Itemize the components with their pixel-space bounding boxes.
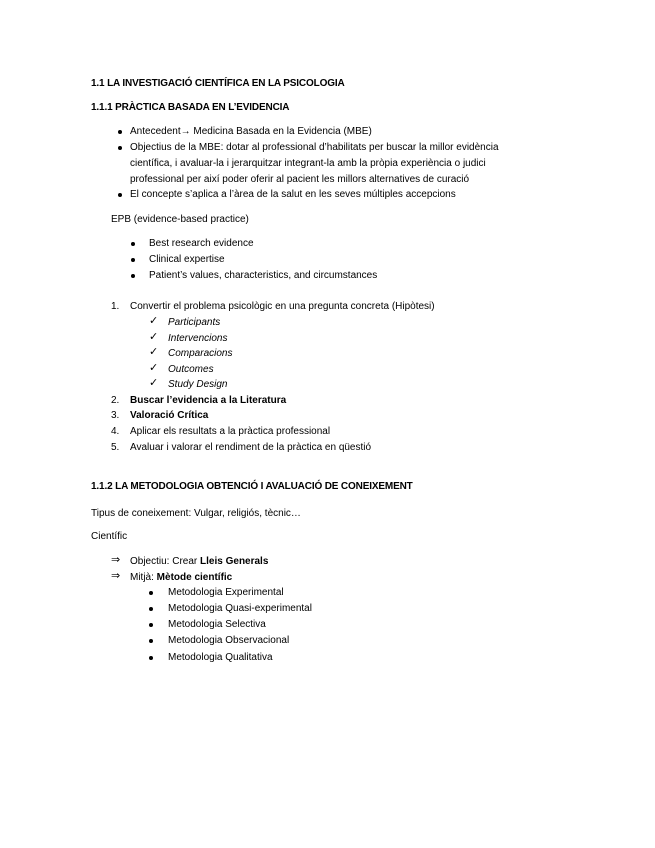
bullet-icon <box>131 274 135 278</box>
step-4-number: 4. <box>111 426 120 437</box>
heading-1-1-1: 1.1.1 PRÀCTICA BASADA EN L’EVIDENCIA <box>91 102 290 113</box>
epb-bullet-2: Clinical expertise <box>149 254 225 265</box>
double-arrow-right-icon: ⇒ <box>111 554 121 566</box>
check-icon: ✓ <box>149 362 159 374</box>
check-icon: ✓ <box>149 377 159 389</box>
bullet-icon <box>118 146 122 150</box>
pico-item-5: Study Design <box>168 379 228 390</box>
step-5-number: 5. <box>111 442 120 453</box>
epb-bullet-3: Patient’s values, characteristics, and circumstances <box>149 270 378 281</box>
bullet-icon <box>149 623 153 627</box>
step-2-number: 2. <box>111 395 120 406</box>
objectiu-bold: Lleis Generals <box>200 556 269 567</box>
metodologia-item-4: Metodologia Observacional <box>168 635 290 646</box>
check-icon: ✓ <box>149 331 159 343</box>
bullet-icon <box>149 639 153 643</box>
heading-1-1: 1.1 LA INVESTIGACIÓ CIENTÍFICA EN LA PSICOLOGIA <box>91 78 345 89</box>
pico-item-2: Intervencions <box>168 333 228 344</box>
cientific-label: Científic <box>91 531 128 542</box>
objectiu-line <box>130 554 268 570</box>
mbe-bullet-3: El concepte s’aplica a l’àrea de la salut en les seves múltiples accepcions <box>130 189 456 200</box>
metodologia-item-5: Metodologia Qualitativa <box>168 652 273 663</box>
bullet-icon <box>118 193 122 197</box>
bullet-icon <box>131 242 135 246</box>
heading-1-1-2: 1.1.2 LA METODOLOGIA OBTENCIÓ I AVALUACIÓ DE CONEIXEMENT <box>91 481 413 492</box>
objectiu-prefix: Objectiu: Crear <box>130 556 201 567</box>
bullet-icon <box>118 130 122 134</box>
step-3-number: 3. <box>111 410 120 421</box>
mbe-bullet-2-line2: científica, i avaluar-la i jerarquitzar integrant-la amb la pròpia experiència o judici <box>130 158 486 169</box>
metodologia-item-3: Metodologia Selectiva <box>168 619 266 630</box>
mbe-bullet-1: Antecedent→ Medicina Basada en la Evidencia (MBE) <box>130 126 372 137</box>
mitja-prefix: Mitjà: <box>130 572 157 583</box>
bullet-icon <box>149 591 153 595</box>
step-1-text: Convertir el problema psicològic en una pregunta concreta (Hipòtesi) <box>130 301 435 312</box>
tipus-coneixement: Tipus de coneixement: Vulgar, religiós, tècnic… <box>91 508 301 519</box>
step-5-text: Avaluar i valorar el rendiment de la pràctica en qüestió <box>130 442 372 453</box>
check-icon: ✓ <box>149 346 159 358</box>
double-arrow-right-icon: ⇒ <box>111 570 121 582</box>
step-3-text: Valoració Crítica <box>130 410 209 421</box>
pico-item-3: Comparacions <box>168 348 233 359</box>
epb-title: EPB (evidence-based practice) <box>111 214 249 225</box>
bullet-icon <box>149 607 153 611</box>
mbe-bullet-2-line3: professional per així poder oferir al pacient les millors alternatives de curació <box>130 174 470 185</box>
epb-bullet-1: Best research evidence <box>149 238 254 249</box>
mitja-bold: Mètode científic <box>156 572 233 583</box>
pico-item-1: Participants <box>168 317 221 328</box>
metodologia-item-2: Metodologia Quasi-experimental <box>168 603 312 614</box>
mitja-line <box>130 570 232 586</box>
metodologia-item-1: Metodologia Experimental <box>168 587 284 598</box>
mbe-bullet-2-line1: Objectius de la MBE: dotar al professional d’habilitats per buscar la millor evidència <box>130 142 499 153</box>
check-icon: ✓ <box>149 315 159 327</box>
step-4-text: Aplicar els resultats a la pràctica professional <box>130 426 331 437</box>
step-1-number: 1. <box>111 301 120 312</box>
step-2-text: Buscar l’evidencia a la Literatura <box>130 395 287 406</box>
bullet-icon <box>131 258 135 262</box>
bullet-icon <box>149 656 153 660</box>
pico-item-4: Outcomes <box>168 364 214 375</box>
